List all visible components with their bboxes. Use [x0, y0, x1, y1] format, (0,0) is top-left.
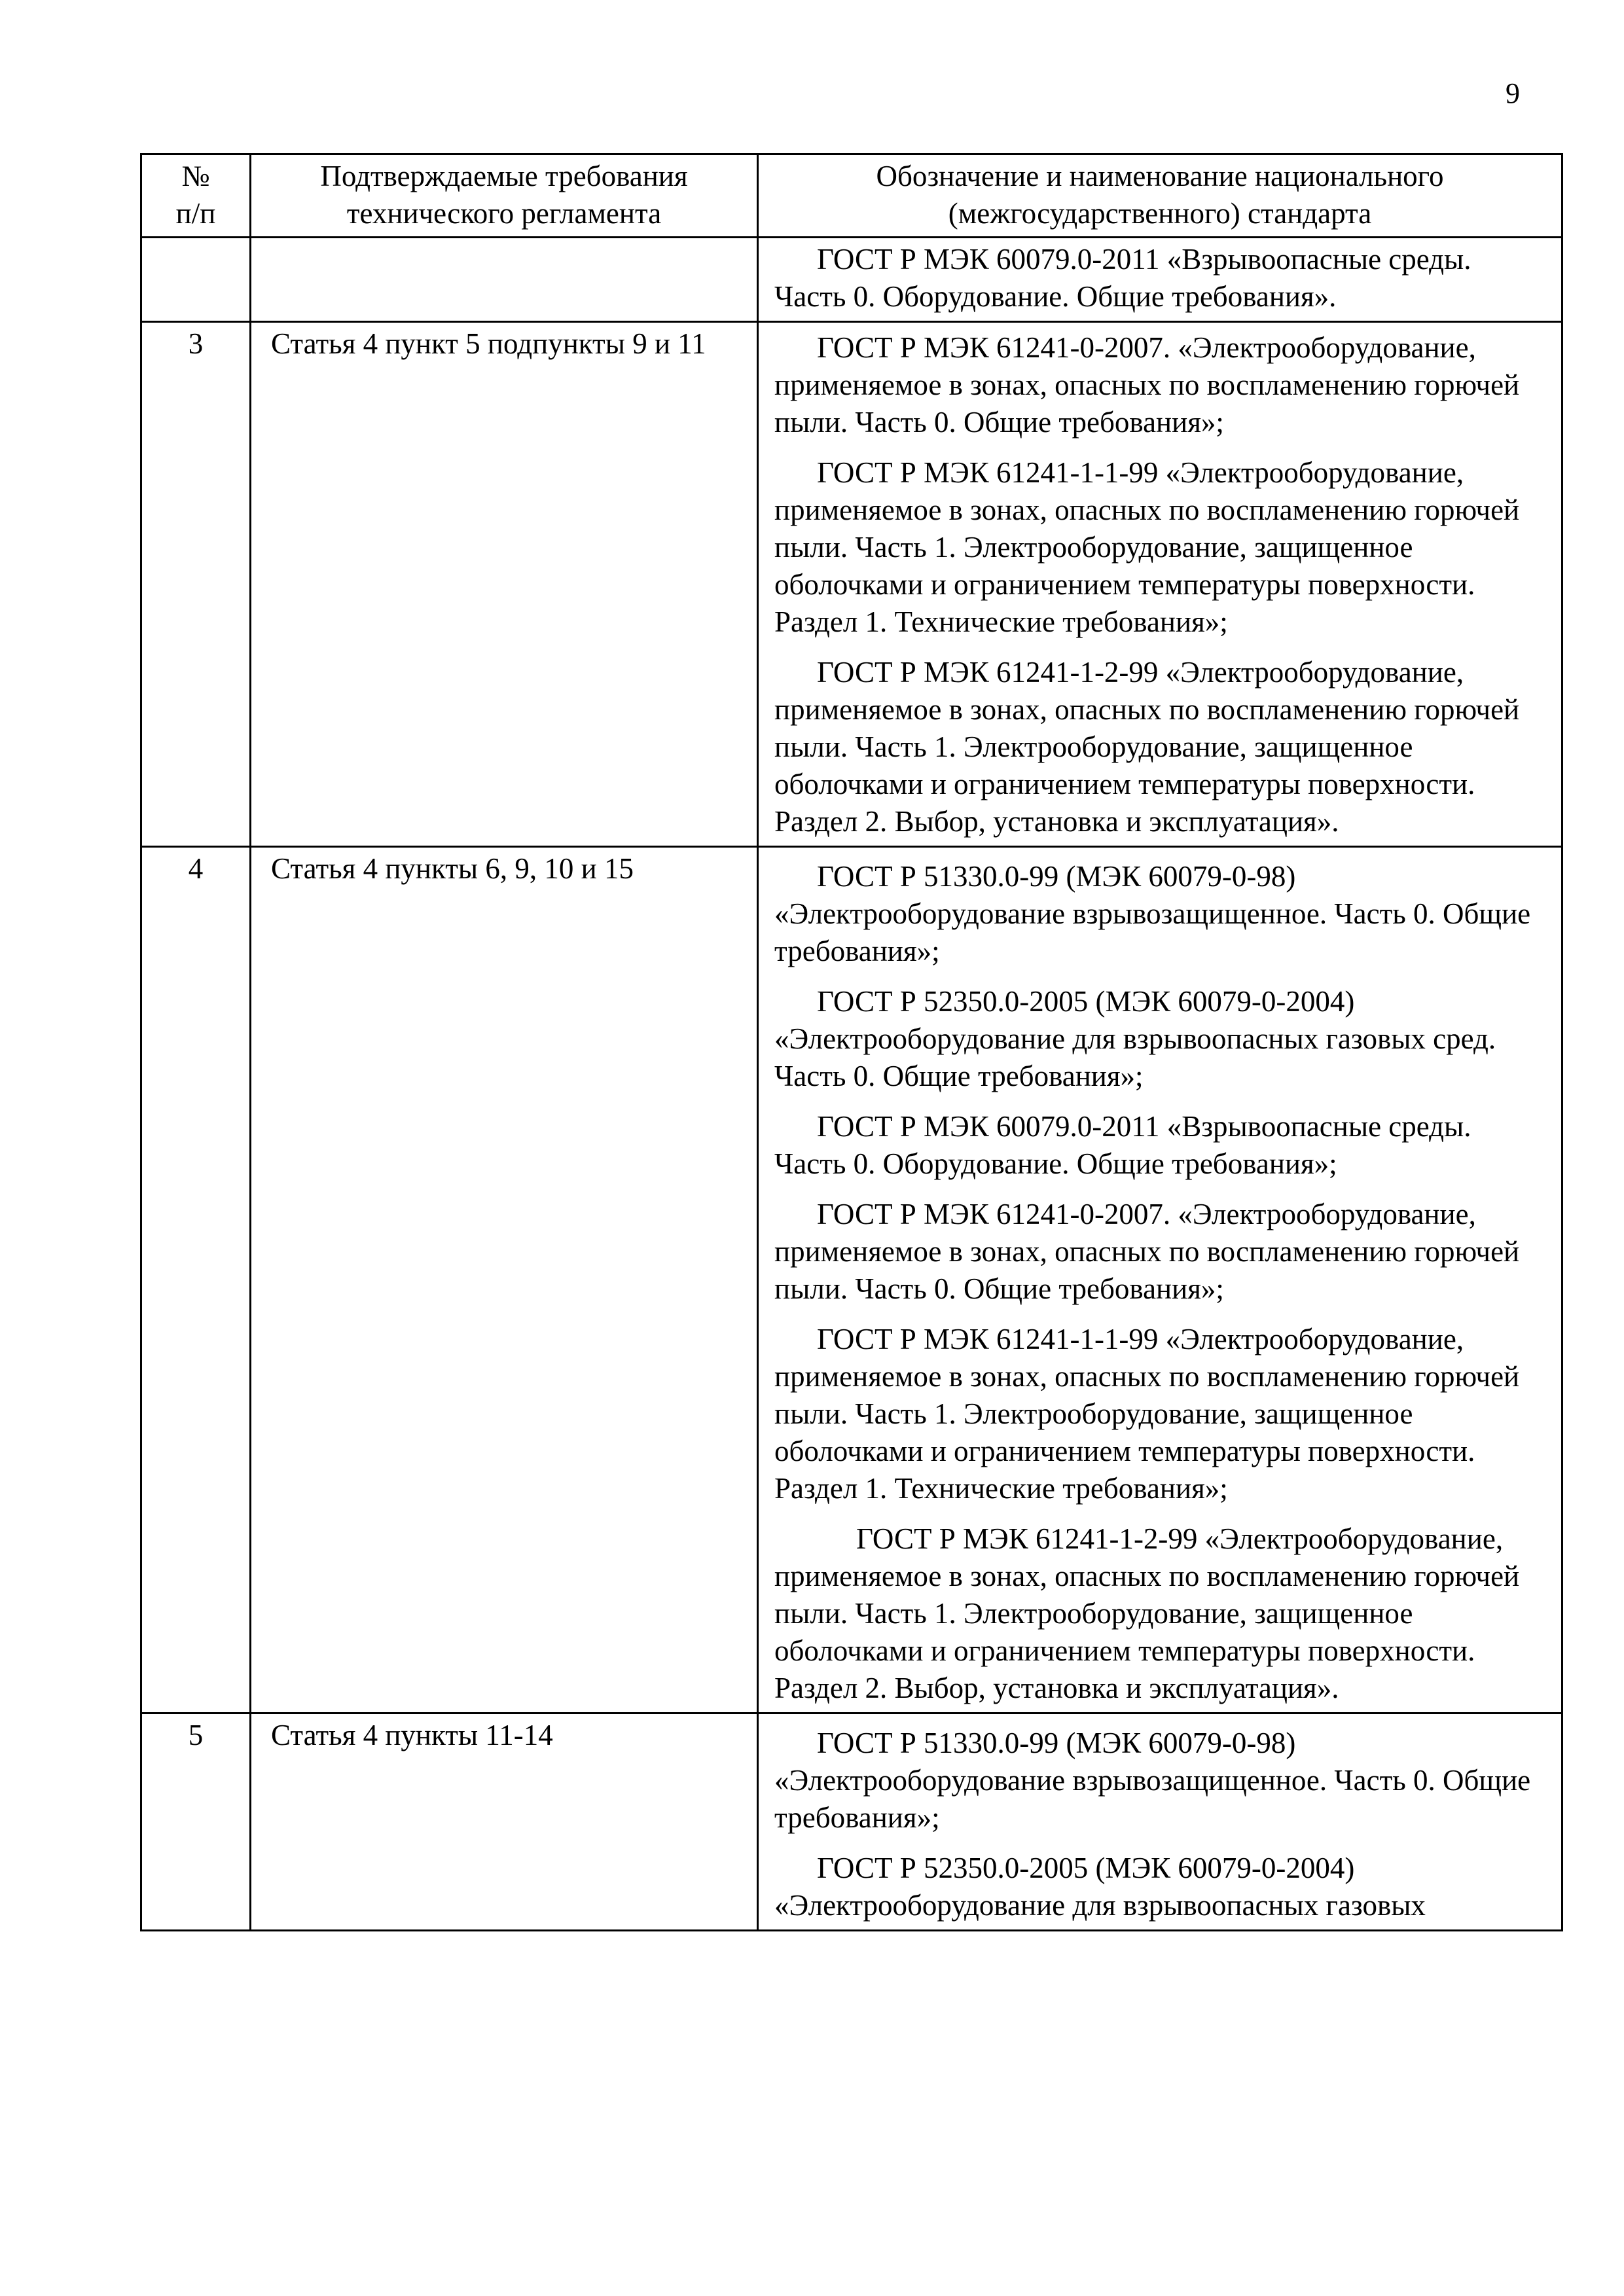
- row-standards: [758, 847, 1562, 1713]
- header-standard-line2: (межгосударственного) стандарта: [948, 197, 1372, 230]
- gost-entry: ГОСТ Р 51330.0-99 (МЭК 60079-0-98) «Электрооборудование взрывозащищенное. Часть 0. Общие требования»;: [774, 1727, 1531, 1834]
- table-row: [141, 322, 1562, 847]
- row-standards: [758, 322, 1562, 847]
- gost-entry: ГОСТ Р МЭК 61241-1-2-99 «Электрооборудование, применяемое в зонах, опасных по воспламенению горючей пыли. Часть 1. Электрооборудование, защищенное оболочками и ограничением температуры поверхности. Раздел 2. Выбор, установка и эксплуатация».: [774, 656, 1520, 838]
- header-standard: [758, 154, 1562, 238]
- standards-table: [140, 153, 1563, 1931]
- row-number: [141, 238, 251, 322]
- gost-entry: ГОСТ Р МЭК 61241-1-2-99 «Электрооборудование, применяемое в зонах, опасных по воспламенению горючей пыли. Часть 1. Электрооборудование, защищенное оболочками и ограничением температуры поверхности. Раздел 2. Выбор, установка и эксплуатация».: [774, 1522, 1520, 1704]
- gost-entry: ГОСТ Р МЭК 61241-1-1-99 «Электрооборудование, применяемое в зонах, опасных по воспламенению горючей пыли. Часть 1. Электрооборудование, защищенное оболочками и ограничением температуры поверхности. Раздел 1. Технические требования»;: [774, 1323, 1520, 1505]
- gost-entry: ГОСТ Р 52350.0-2005 (МЭК 60079-0-2004) «Электрооборудование для взрывоопасных газовых: [774, 1852, 1426, 1922]
- table-row: [141, 847, 1562, 1713]
- row-number: 5: [141, 1713, 251, 1931]
- gost-entry: ГОСТ Р МЭК 60079.0-2011 «Взрывоопасные среды. Часть 0. Оборудование. Общие требования»;: [774, 1110, 1471, 1180]
- header-requirements-line2: технического регламента: [346, 197, 662, 230]
- header-requirements: [251, 154, 758, 238]
- row-number: 3: [141, 322, 251, 847]
- gost-entry: ГОСТ Р 52350.0-2005 (МЭК 60079-0-2004) «Электрооборудование для взрывоопасных газовых сред. Часть 0. Общие требования»;: [774, 985, 1496, 1092]
- header-standard-line1: Обозначение и наименование национального: [876, 160, 1444, 192]
- page-number: 9: [1506, 77, 1520, 109]
- header-number-line1: №: [181, 160, 210, 192]
- header-requirements-line1: Подтверждаемые требования: [320, 160, 688, 192]
- gost-entry: ГОСТ Р МЭК 61241-0-2007. «Электрооборудование, применяемое в зонах, опасных по воспламенению горючей пыли. Часть 0. Общие требования»;: [774, 331, 1520, 439]
- row-requirement: Статья 4 пункты 6, 9, 10 и 15: [251, 847, 758, 1713]
- gost-entry: ГОСТ Р МЭК 61241-1-1-99 «Электрооборудование, применяемое в зонах, опасных по воспламенению горючей пыли. Часть 1. Электрооборудование, защищенное оболочками и ограничением температуры поверхности. Раздел 1. Технические требования»;: [774, 456, 1520, 638]
- table-header-row: [141, 154, 1562, 238]
- row-requirement: [251, 238, 758, 322]
- row-requirement: Статья 4 пункты 11-14: [251, 1713, 758, 1931]
- row-requirement: Статья 4 пункт 5 подпункты 9 и 11: [251, 322, 758, 847]
- header-number-line2: п/п: [175, 197, 216, 230]
- gost-entry: ГОСТ Р МЭК 61241-0-2007. «Электрооборудование, применяемое в зонах, опасных по воспламенению горючей пыли. Часть 0. Общие требования»;: [774, 1198, 1520, 1305]
- row-number: 4: [141, 847, 251, 1713]
- row-standards: [758, 238, 1562, 322]
- gost-entry: ГОСТ Р 51330.0-99 (МЭК 60079-0-98) «Электрооборудование взрывозащищенное. Часть 0. Общие требования»;: [774, 860, 1531, 967]
- row-standards: [758, 1713, 1562, 1931]
- table-row: [141, 1713, 1562, 1931]
- header-number: [141, 154, 251, 238]
- table-row: [141, 238, 1562, 322]
- gost-entry: ГОСТ Р МЭК 60079.0-2011 «Взрывоопасные среды. Часть 0. Оборудование. Общие требования».: [774, 243, 1471, 313]
